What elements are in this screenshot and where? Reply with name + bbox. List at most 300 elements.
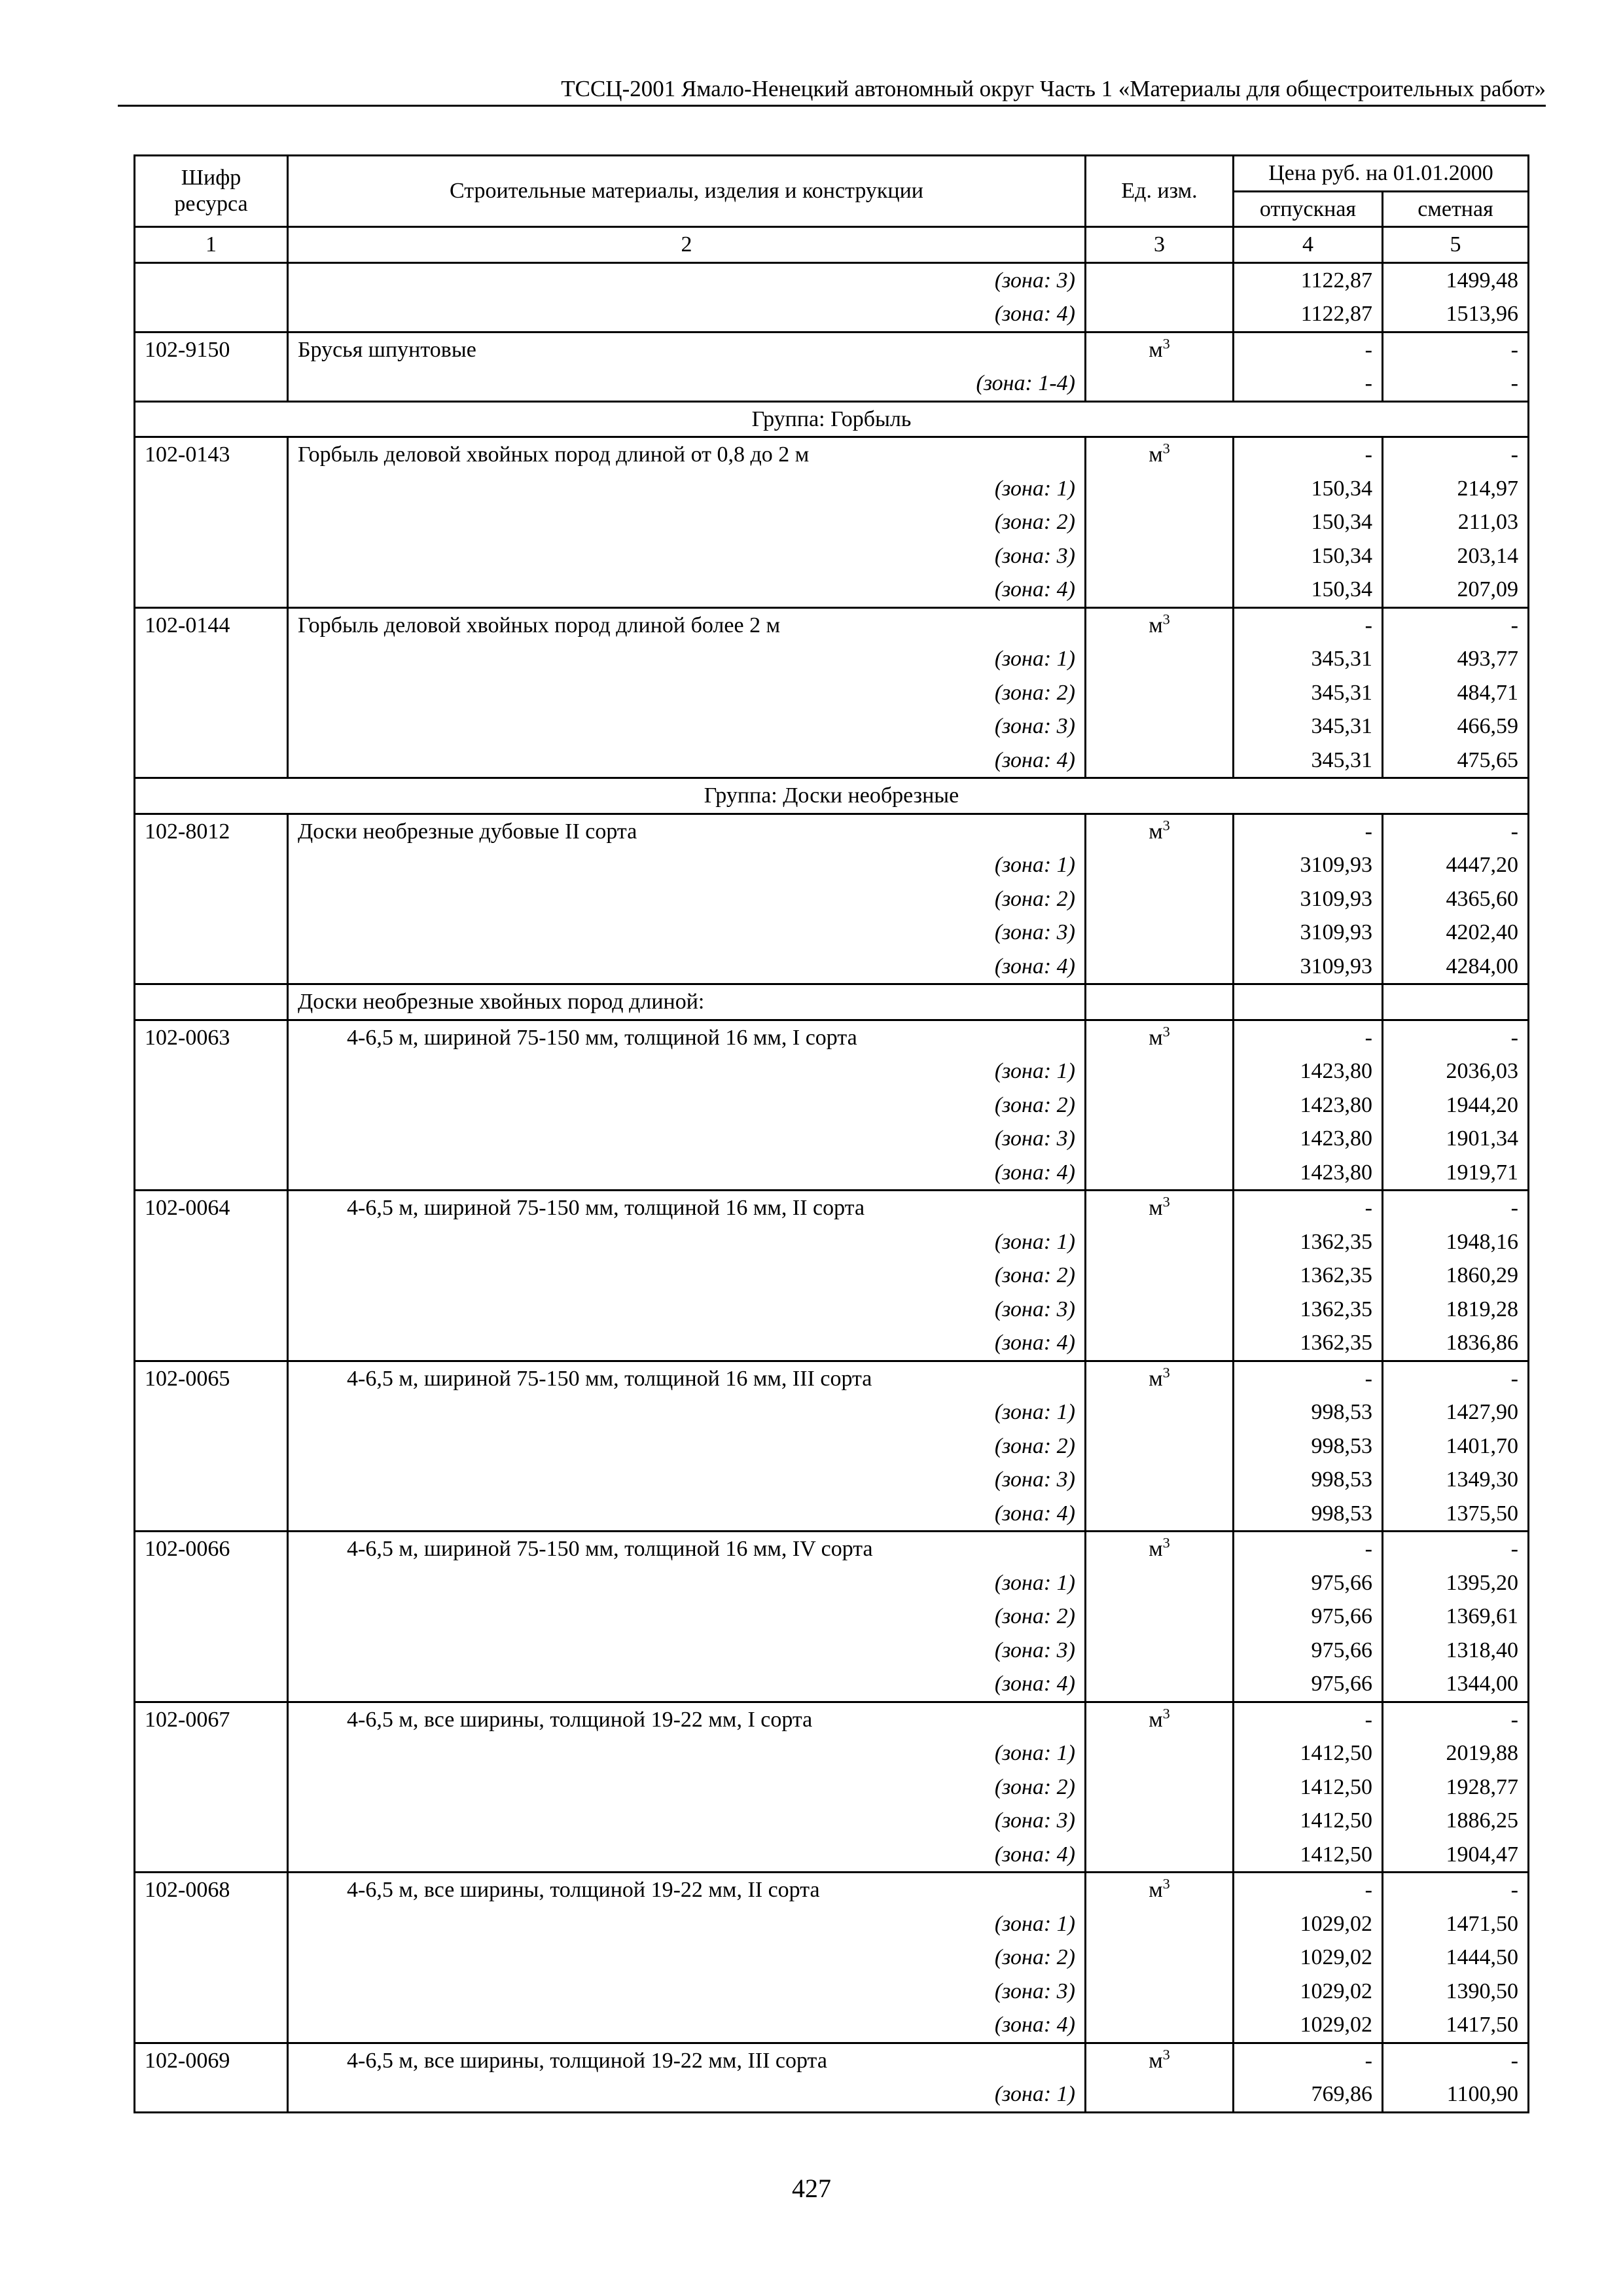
item-name-text: Брусья шпунтовые	[298, 337, 476, 362]
unit-cell	[1086, 642, 1234, 676]
unit-cell	[1086, 1736, 1234, 1770]
unit-cell	[1086, 1702, 1234, 1736]
unit-cell	[1086, 1566, 1234, 1600]
zone-row	[135, 297, 1529, 332]
unit-text: м	[1149, 1196, 1163, 1220]
resource-code	[135, 1566, 288, 1600]
unit-cell	[1086, 367, 1234, 401]
estimate-price: 1100,90	[1383, 2077, 1529, 2112]
unit-text: м	[1149, 1366, 1163, 1391]
unit-cell	[1086, 848, 1234, 882]
item-name	[288, 607, 1086, 642]
zone-row	[135, 1156, 1529, 1191]
estimate-price: -	[1383, 1702, 1529, 1736]
unit-cell	[1086, 814, 1234, 848]
unit-cell	[1086, 1804, 1234, 1838]
item-name	[288, 1532, 1086, 1566]
unit-cell	[1086, 2077, 1234, 2112]
unit-text: м	[1149, 1878, 1163, 1902]
release-price: -	[1234, 1532, 1383, 1566]
resource-code	[135, 1907, 288, 1941]
zone-label: (зона: 2)	[288, 676, 1086, 710]
resource-code: 102-8012	[135, 814, 288, 848]
item-name	[288, 2043, 1086, 2077]
resource-code	[135, 573, 288, 607]
estimate-price: 207,09	[1383, 573, 1529, 607]
group-title: Группа: Доски необрезные	[135, 778, 1529, 814]
estimate-price: 211,03	[1383, 505, 1529, 539]
estimate-price: -	[1383, 1873, 1529, 1907]
zone-label: (зона: 1)	[288, 1736, 1086, 1770]
zone-row	[135, 1497, 1529, 1532]
zone-row	[135, 2008, 1529, 2043]
item-name-text: 4-6,5 м, все ширины, толщиной 19-22 мм, I сорта	[347, 1707, 813, 1732]
unit-cell	[1086, 1088, 1234, 1122]
unit-cell	[1086, 332, 1234, 367]
unit-cell	[1086, 1463, 1234, 1497]
zone-row	[135, 1429, 1529, 1463]
release-price: -	[1234, 607, 1383, 642]
unit-text: м	[1149, 337, 1163, 362]
release-price: -	[1234, 367, 1383, 401]
zone-row	[135, 1566, 1529, 1600]
release-price: 150,34	[1234, 573, 1383, 607]
unit-cell	[1086, 607, 1234, 642]
zone-label: (зона: 4)	[288, 744, 1086, 778]
estimate-price: 203,14	[1383, 539, 1529, 573]
release-price: 1423,80	[1234, 1122, 1383, 1156]
item-name-text: 4-6,5 м, шириной 75-150 мм, толщиной 16 мм, III сорта	[347, 1366, 872, 1391]
release-price: 345,31	[1234, 642, 1383, 676]
release-price: 150,34	[1234, 472, 1383, 506]
release-price: 1029,02	[1234, 1907, 1383, 1941]
zone-label: (зона: 2)	[288, 505, 1086, 539]
zone-label: (зона: 1)	[288, 1054, 1086, 1088]
estimate-price: 1904,47	[1383, 1838, 1529, 1873]
estimate-price: 1513,96	[1383, 297, 1529, 332]
resource-code	[135, 950, 288, 984]
zone-row	[135, 1838, 1529, 1873]
estimate-price: -	[1383, 2043, 1529, 2077]
zone-row	[135, 1088, 1529, 1122]
estimate-price: 4202,40	[1383, 916, 1529, 950]
estimate-price: -	[1383, 1361, 1529, 1395]
zone-label: (зона: 2)	[288, 1770, 1086, 1804]
estimate-price: 493,77	[1383, 642, 1529, 676]
release-price: -	[1234, 1361, 1383, 1395]
item-row	[135, 1532, 1529, 1566]
estimate-price: -	[1383, 332, 1529, 367]
resource-code	[135, 1156, 288, 1191]
item-name	[288, 1702, 1086, 1736]
release-price: 3109,93	[1234, 848, 1383, 882]
unit-cell	[1086, 1326, 1234, 1361]
release-price: 1412,50	[1234, 1770, 1383, 1804]
estimate-price: 1444,50	[1383, 1941, 1529, 1975]
item-name-text: Горбыль деловой хвойных пород длиной от 0,8 до 2 м	[298, 442, 810, 467]
unit-text: м	[1149, 1025, 1163, 1050]
zone-row	[135, 1736, 1529, 1770]
unit-cell	[1086, 1020, 1234, 1054]
resource-code	[135, 1975, 288, 2009]
estimate-price: 475,65	[1383, 744, 1529, 778]
estimate-price: 2036,03	[1383, 1054, 1529, 1088]
resource-code	[135, 1941, 288, 1975]
resource-code	[135, 1326, 288, 1361]
zone-label: (зона: 3)	[288, 1634, 1086, 1668]
unit-cell	[1086, 505, 1234, 539]
estimate-price	[1383, 984, 1529, 1020]
zone-label: (зона: 4)	[288, 1667, 1086, 1702]
estimate-price: 1919,71	[1383, 1156, 1529, 1191]
zone-label: (зона: 1)	[288, 1225, 1086, 1259]
resource-code	[135, 848, 288, 882]
release-price: 1029,02	[1234, 2008, 1383, 2043]
release-price: -	[1234, 437, 1383, 472]
zone-row	[135, 1463, 1529, 1497]
item-name-text: 4-6,5 м, шириной 75-150 мм, толщиной 16 мм, II сорта	[347, 1196, 865, 1220]
unit-superscript: 3	[1162, 2046, 1170, 2063]
resource-code	[135, 472, 288, 506]
zone-row	[135, 1600, 1529, 1634]
estimate-price: -	[1383, 607, 1529, 642]
resource-code: 102-0143	[135, 437, 288, 472]
zone-label: (зона: 3)	[288, 1463, 1086, 1497]
zone-row	[135, 1054, 1529, 1088]
unit-superscript: 3	[1162, 1534, 1170, 1551]
resource-code	[135, 2008, 288, 2043]
resource-code	[135, 1463, 288, 1497]
release-price: 345,31	[1234, 709, 1383, 744]
zone-label: (зона: 4)	[288, 573, 1086, 607]
zone-row	[135, 1907, 1529, 1941]
estimate-price: 1318,40	[1383, 1634, 1529, 1668]
zone-label: (зона: 4)	[288, 1497, 1086, 1532]
release-price: 1412,50	[1234, 1838, 1383, 1873]
zone-label: (зона: 1)	[288, 1395, 1086, 1429]
zone-label: (зона: 3)	[288, 916, 1086, 950]
release-price: -	[1234, 1702, 1383, 1736]
estimate-price: 466,59	[1383, 709, 1529, 744]
unit-cell	[1086, 1429, 1234, 1463]
estimate-price: 1369,61	[1383, 1600, 1529, 1634]
zone-label: (зона: 3)	[288, 1975, 1086, 2009]
estimate-price: 1471,50	[1383, 1907, 1529, 1941]
estimate-price: 484,71	[1383, 676, 1529, 710]
zone-label: (зона: 1)	[288, 642, 1086, 676]
release-price: -	[1234, 1020, 1383, 1054]
zone-label: (зона: 4)	[288, 950, 1086, 984]
unit-text: м	[1149, 1707, 1163, 1732]
item-row	[135, 1702, 1529, 1736]
unit-cell	[1086, 1156, 1234, 1191]
resource-code: 102-9150	[135, 332, 288, 367]
zone-row	[135, 1326, 1529, 1361]
estimate-price: -	[1383, 814, 1529, 848]
item-name	[288, 984, 1086, 1020]
zone-row	[135, 1259, 1529, 1293]
unit-text: м	[1149, 2048, 1163, 2073]
zone-row	[135, 1770, 1529, 1804]
unit-text: м	[1149, 613, 1163, 637]
estimate-price: 1349,30	[1383, 1463, 1529, 1497]
subheading-row	[135, 984, 1529, 1020]
estimate-price: 1499,48	[1383, 262, 1529, 297]
resource-code: 102-0067	[135, 1702, 288, 1736]
release-price: 975,66	[1234, 1667, 1383, 1702]
release-price: 1362,35	[1234, 1293, 1383, 1327]
zone-row	[135, 1634, 1529, 1668]
resource-code	[135, 1497, 288, 1532]
release-price: 1423,80	[1234, 1088, 1383, 1122]
table-body	[135, 262, 1529, 2112]
group-title: Группа: Горбыль	[135, 401, 1529, 437]
header-code: Шифр ресурса	[135, 156, 288, 227]
item-row	[135, 1020, 1529, 1054]
item-row	[135, 607, 1529, 642]
resource-code: 102-0066	[135, 1532, 288, 1566]
resource-code	[135, 1122, 288, 1156]
estimate-price: -	[1383, 367, 1529, 401]
resource-code	[135, 1838, 288, 1873]
unit-cell	[1086, 744, 1234, 778]
unit-cell	[1086, 573, 1234, 607]
zone-row	[135, 573, 1529, 607]
unit-cell	[1086, 1838, 1234, 1873]
resource-code	[135, 1429, 288, 1463]
header-price-group: Цена руб. на 01.01.2000	[1234, 156, 1529, 192]
zone-row	[135, 744, 1529, 778]
zone-label: (зона: 4)	[288, 2008, 1086, 2043]
release-price: 1423,80	[1234, 1156, 1383, 1191]
release-price: 1362,35	[1234, 1225, 1383, 1259]
resource-code	[135, 2077, 288, 2112]
estimate-price: 1928,77	[1383, 1770, 1529, 1804]
group-row	[135, 401, 1529, 437]
release-price: -	[1234, 814, 1383, 848]
zone-row	[135, 539, 1529, 573]
zone-label: (зона: 1)	[288, 2077, 1086, 2112]
zone-row	[135, 1395, 1529, 1429]
release-price: 3109,93	[1234, 882, 1383, 916]
estimate-price: 1886,25	[1383, 1804, 1529, 1838]
zone-row	[135, 848, 1529, 882]
zone-label: (зона: 3)	[288, 1804, 1086, 1838]
release-price: -	[1234, 1873, 1383, 1907]
resource-code: 102-0065	[135, 1361, 288, 1395]
estimate-price: 1944,20	[1383, 1088, 1529, 1122]
zone-label: (зона: 2)	[288, 1429, 1086, 1463]
estimate-price: -	[1383, 1191, 1529, 1225]
item-name-text: 4-6,5 м, все ширины, толщиной 19-22 мм, II сорта	[347, 1878, 820, 1902]
estimate-price: 1344,00	[1383, 1667, 1529, 1702]
unit-superscript: 3	[1162, 611, 1170, 628]
release-price: -	[1234, 2043, 1383, 2077]
release-price: -	[1234, 332, 1383, 367]
zone-row	[135, 1293, 1529, 1327]
resource-code	[135, 1225, 288, 1259]
unit-cell	[1086, 1293, 1234, 1327]
resource-code	[135, 709, 288, 744]
zone-label: (зона: 3)	[288, 539, 1086, 573]
zone-label: (зона: 1-4)	[288, 367, 1086, 401]
release-price: 975,66	[1234, 1600, 1383, 1634]
unit-cell	[1086, 1497, 1234, 1532]
unit-cell	[1086, 437, 1234, 472]
item-name	[288, 437, 1086, 472]
page-number: 427	[792, 2174, 831, 2203]
col-number: 1	[135, 227, 288, 263]
resource-code	[135, 642, 288, 676]
resource-code	[135, 1088, 288, 1122]
item-row	[135, 2043, 1529, 2077]
price-table	[134, 154, 1529, 2113]
zone-label: (зона: 1)	[288, 472, 1086, 506]
release-price: 1423,80	[1234, 1054, 1383, 1088]
unit-cell	[1086, 1191, 1234, 1225]
zone-label: (зона: 1)	[288, 848, 1086, 882]
zone-label: (зона: 3)	[288, 1122, 1086, 1156]
release-price: 150,34	[1234, 539, 1383, 573]
unit-superscript: 3	[1162, 440, 1170, 457]
item-row	[135, 332, 1529, 367]
header-name: Строительные материалы, изделия и конструкции	[288, 156, 1086, 227]
zone-row	[135, 950, 1529, 984]
release-price: 1029,02	[1234, 1941, 1383, 1975]
zone-row	[135, 367, 1529, 401]
zone-label: (зона: 4)	[288, 297, 1086, 332]
release-price: 998,53	[1234, 1497, 1383, 1532]
release-price: 3109,93	[1234, 950, 1383, 984]
release-price: -	[1234, 1191, 1383, 1225]
unit-cell	[1086, 1054, 1234, 1088]
unit-cell	[1086, 472, 1234, 506]
header-unit: Ед. изм.	[1086, 156, 1234, 227]
estimate-price: 4284,00	[1383, 950, 1529, 984]
resource-code	[135, 297, 288, 332]
estimate-price: 1401,70	[1383, 1429, 1529, 1463]
zone-row	[135, 916, 1529, 950]
item-row	[135, 1361, 1529, 1395]
item-row	[135, 437, 1529, 472]
zone-row	[135, 262, 1529, 297]
unit-text: м	[1149, 1537, 1163, 1561]
resource-code: 102-0069	[135, 2043, 288, 2077]
unit-superscript: 3	[1162, 1875, 1170, 1892]
resource-code	[135, 539, 288, 573]
zone-label: (зона: 3)	[288, 1293, 1086, 1327]
item-row	[135, 1191, 1529, 1225]
item-name	[288, 814, 1086, 848]
estimate-price: 1901,34	[1383, 1122, 1529, 1156]
zone-label: (зона: 2)	[288, 882, 1086, 916]
unit-superscript: 3	[1162, 335, 1170, 352]
release-price: 1362,35	[1234, 1259, 1383, 1293]
unit-superscript: 3	[1162, 1193, 1170, 1210]
release-price: 1362,35	[1234, 1326, 1383, 1361]
resource-code	[135, 744, 288, 778]
release-price: 998,53	[1234, 1395, 1383, 1429]
unit-cell	[1086, 1667, 1234, 1702]
zone-row	[135, 505, 1529, 539]
unit-cell	[1086, 1225, 1234, 1259]
col-number: 4	[1234, 227, 1383, 263]
zone-row	[135, 472, 1529, 506]
unit-cell	[1086, 1770, 1234, 1804]
resource-code	[135, 1600, 288, 1634]
resource-code	[135, 882, 288, 916]
release-price	[1234, 984, 1383, 1020]
unit-cell	[1086, 262, 1234, 297]
estimate-price: 214,97	[1383, 472, 1529, 506]
resource-code: 102-0144	[135, 607, 288, 642]
unit-superscript: 3	[1162, 817, 1170, 834]
release-price: 345,31	[1234, 676, 1383, 710]
estimate-price: 1836,86	[1383, 1326, 1529, 1361]
release-price: 3109,93	[1234, 916, 1383, 950]
estimate-price: 1390,50	[1383, 1975, 1529, 2009]
unit-cell	[1086, 1975, 1234, 2009]
item-name-text: Горбыль деловой хвойных пород длиной более 2 м	[298, 613, 781, 637]
resource-code	[135, 1293, 288, 1327]
unit-cell	[1086, 1259, 1234, 1293]
resource-code: 102-0064	[135, 1191, 288, 1225]
zone-label: (зона: 1)	[288, 1907, 1086, 1941]
zone-row	[135, 1667, 1529, 1702]
unit-cell	[1086, 1941, 1234, 1975]
unit-text: м	[1149, 442, 1163, 467]
estimate-price: 1819,28	[1383, 1293, 1529, 1327]
resource-code	[135, 1259, 288, 1293]
item-name-text: Доски необрезные хвойных пород длиной:	[298, 990, 705, 1014]
resource-code	[135, 1634, 288, 1668]
unit-cell	[1086, 2008, 1234, 2043]
release-price: 998,53	[1234, 1463, 1383, 1497]
estimate-price: 1375,50	[1383, 1497, 1529, 1532]
unit-superscript: 3	[1162, 1364, 1170, 1381]
estimate-price: 1417,50	[1383, 2008, 1529, 2043]
unit-cell	[1086, 1907, 1234, 1941]
zone-label: (зона: 4)	[288, 1156, 1086, 1191]
release-price: 1122,87	[1234, 262, 1383, 297]
zone-row	[135, 882, 1529, 916]
resource-code	[135, 676, 288, 710]
resource-code: 102-0068	[135, 1873, 288, 1907]
unit-cell	[1086, 1532, 1234, 1566]
zone-label: (зона: 3)	[288, 709, 1086, 744]
release-price: 975,66	[1234, 1566, 1383, 1600]
zone-label: (зона: 2)	[288, 1259, 1086, 1293]
unit-cell	[1086, 882, 1234, 916]
estimate-price: 4447,20	[1383, 848, 1529, 882]
zone-row	[135, 1941, 1529, 1975]
zone-row	[135, 1804, 1529, 1838]
resource-code	[135, 1770, 288, 1804]
zone-row	[135, 642, 1529, 676]
header-release: отпускная	[1234, 191, 1383, 227]
resource-code: 102-0063	[135, 1020, 288, 1054]
release-price: 769,86	[1234, 2077, 1383, 2112]
release-price: 345,31	[1234, 744, 1383, 778]
col-number: 5	[1383, 227, 1529, 263]
zone-label: (зона: 3)	[288, 262, 1086, 297]
zone-label: (зона: 4)	[288, 1838, 1086, 1873]
release-price: 1412,50	[1234, 1736, 1383, 1770]
unit-cell	[1086, 539, 1234, 573]
estimate-price: 1427,90	[1383, 1395, 1529, 1429]
resource-code	[135, 1736, 288, 1770]
resource-code	[135, 1054, 288, 1088]
